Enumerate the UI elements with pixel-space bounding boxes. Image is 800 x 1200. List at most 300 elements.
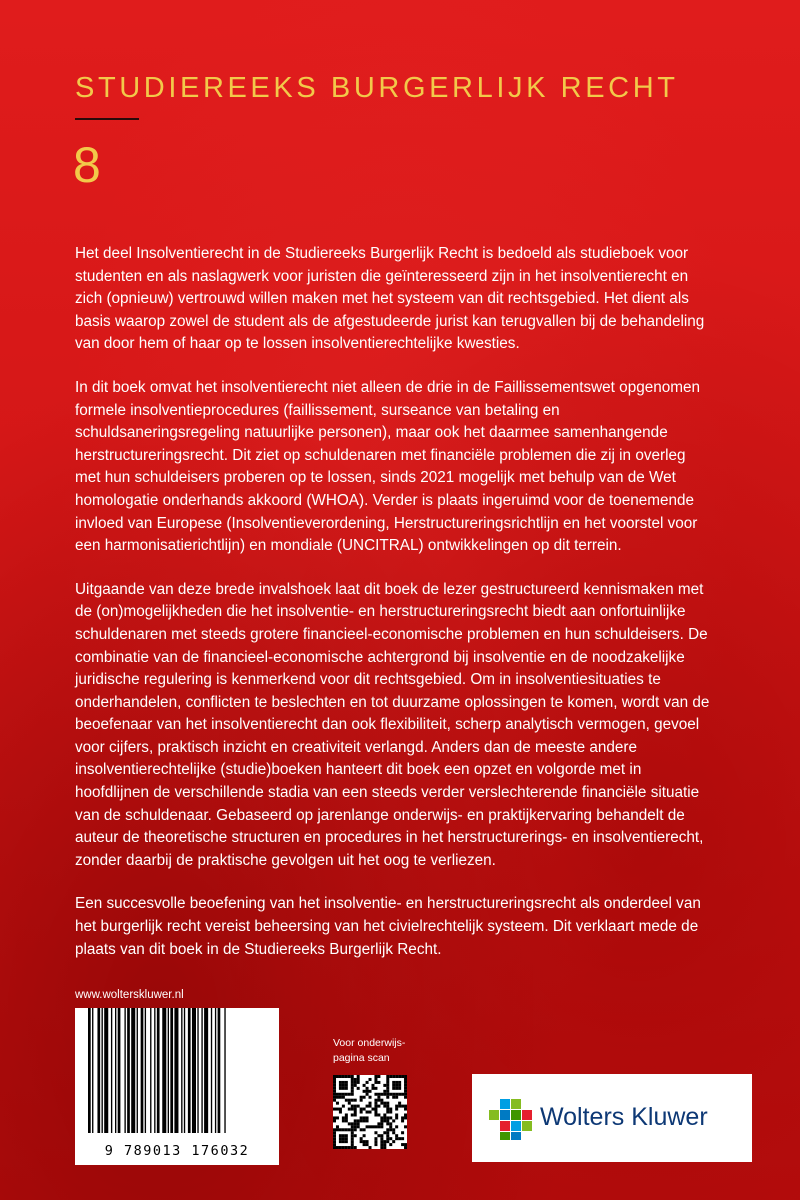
qr-module — [377, 1134, 380, 1137]
qr-module — [363, 1084, 366, 1087]
qr-module — [371, 1108, 374, 1111]
qr-module — [386, 1134, 389, 1137]
qr-module — [333, 1116, 336, 1119]
qr-module — [369, 1096, 372, 1099]
qr-module — [386, 1111, 389, 1114]
barcode-bar — [137, 1008, 138, 1133]
qr-module — [380, 1116, 383, 1119]
barcode-bar — [181, 1008, 182, 1133]
qr-module — [342, 1081, 345, 1084]
qr-module — [333, 1090, 336, 1093]
qr-module — [374, 1102, 377, 1105]
qr-module — [366, 1081, 369, 1084]
qr-module — [380, 1119, 383, 1122]
qr-module — [333, 1096, 336, 1099]
barcode-bar — [92, 1008, 93, 1133]
qr-module — [369, 1078, 372, 1081]
blurb-paragraph-4: Een succesvolle beoefening van het insolventie- en herstructureringsrecht als onderdeel van het burgerlijk recht vereist beheersing van het civielrechtelijk systeem. Dit verklaart mede de plaats van dit boek in de Studiereeks Burgerlijk Recht. — [75, 895, 701, 958]
qr-module — [404, 1093, 407, 1096]
scan-label — [333, 1036, 443, 1066]
barcode-bar — [188, 1008, 191, 1133]
publisher-logo — [472, 1074, 752, 1162]
qr-module — [351, 1113, 354, 1116]
qr-module — [392, 1119, 395, 1122]
qr-module — [383, 1090, 386, 1093]
barcode-bar — [170, 1008, 173, 1133]
qr-module — [345, 1146, 348, 1149]
qr-module — [389, 1125, 392, 1128]
qr-module — [351, 1108, 354, 1111]
barcode-bar — [174, 1008, 178, 1133]
qr-module — [363, 1119, 366, 1122]
qr-module — [377, 1081, 380, 1084]
qr-module — [377, 1099, 380, 1102]
qr-module — [383, 1105, 386, 1108]
blurb-paragraph-3: Uitgaande van deze brede invalshoek laat dit boek de lezer gestructureerd kennismaken met de (on)mogelijkheden die het insolventie- en herstructureringsrecht biedt aan onfortuinlijke schuldenaren met steeds grotere financieel-economische problemen en hun schuldeisers. De combinatie van de financieel-economische achtergrond bij insolventie en de noodzakelijke juridische regulering is kenmerkend voor dit rechtsgebied. Om in insolventiesituaties te onderhandelen, conflicten te beslechten en tot duurzame oplossingen te komen, wordt van de beoefenaar van het insolventierecht dan ook flexibiliteit, scherp analytisch vermogen, gevoel voor cijfers, praktisch inzicht en creativiteit verlangd. Anders dan de meeste andere insolventierechtelijke (studie)boeken hanteert dit boek een opzet en volgorde met in hoofdlijnen de verschillende stadia van een steeds verder verslechterende financiële situatie van de schuldenaar. Gebaseerd op jarenlange onderwijs- en praktijkervaring behandelt de auteur de theoretische structuren en procedures in het herstructurerings- en insolventierecht, zonder daarbij de praktische gevolgen uit het oog te verliezen. — [75, 580, 710, 869]
qr-module — [389, 1075, 392, 1078]
qr-module — [392, 1128, 395, 1131]
qr-module — [339, 1146, 342, 1149]
qr-module — [354, 1122, 357, 1125]
barcode-bar — [211, 1008, 212, 1133]
qr-module — [342, 1116, 345, 1119]
qr-module — [404, 1075, 407, 1078]
blurb-paragraph-2: In dit boek omvat het insolventierecht niet alleen de drie in de Faillissementswet opgenomen formele insolventieprocedures (faillissement, surseance van betaling en schuldsaneringsregeling natuurlijke personen), maar ook het daarmee samenhangende herstructureringsrecht. Dit ziet op schuldenaren met financiële problemen die zij in overleg met hun schuldeisers proberen op te lossen, sinds 2021 mogelijk met behulp van de Wet homologatie onderhands akkoord (WHOA). Verder is plaats ingeruimd voor de toenemende invloed van Europese (Insolventieverordening, Herstructureringsrichtlijn en het voorstel voor een harmonisatierichtlijn) en mondiale (UNCITRAL) ontwikkelingen op dit terrein. — [75, 378, 700, 555]
qr-module — [351, 1143, 354, 1146]
qr-module — [336, 1096, 339, 1099]
qr-module — [345, 1128, 348, 1131]
qr-module — [336, 1125, 339, 1128]
qr-module — [333, 1131, 336, 1134]
barcode-bar — [88, 1008, 91, 1133]
qr-module — [363, 1108, 366, 1111]
qr-module — [395, 1093, 398, 1096]
qr-module — [342, 1093, 345, 1096]
qr-module — [398, 1075, 401, 1078]
qr-module — [395, 1087, 398, 1090]
qr-module — [360, 1140, 363, 1143]
barcode-bar — [201, 1008, 202, 1133]
qr-module — [360, 1111, 363, 1114]
barcode-bar — [184, 1008, 185, 1133]
qr-module — [380, 1134, 383, 1137]
qr-module — [351, 1099, 354, 1102]
qr-module — [342, 1084, 345, 1087]
barcode-bar — [215, 1008, 216, 1133]
qr-module — [380, 1146, 383, 1149]
qr-module — [363, 1134, 366, 1137]
qr-module — [401, 1119, 404, 1122]
qr-module — [401, 1116, 404, 1119]
qr-module — [351, 1134, 354, 1137]
qr-module — [401, 1131, 404, 1134]
qr-module — [380, 1102, 383, 1105]
qr-module — [357, 1125, 360, 1128]
qr-module — [386, 1116, 389, 1119]
qr-module — [386, 1137, 389, 1140]
qr-module — [401, 1143, 404, 1146]
qr-module — [395, 1081, 398, 1084]
series-title: STUDIEREEKS BURGERLIJK RECHT — [75, 72, 679, 104]
qr-module — [404, 1108, 407, 1111]
qr-module — [386, 1131, 389, 1134]
barcode-bar — [127, 1008, 130, 1133]
qr-module — [377, 1075, 380, 1078]
qr-module — [333, 1146, 336, 1149]
qr-module — [383, 1140, 386, 1143]
qr-module — [357, 1119, 360, 1122]
qr-module — [369, 1090, 372, 1093]
blurb-paragraph-1: Het deel Insolventierecht in de Studiereeks Burgerlijk Recht is bedoeld als studieboek voor studenten en als naslagwerk voor juristen die geïnteresseerd zijn in het insolventierecht en zich (opnieuw) vertrouwd willen maken met het systeem van dit rechtsgebied. Het dient als basis waarop zowel de student als de afgestudeerde jurist kan terugvallen bij de behandeling van door hem of haar op te lossen insolventierechtelijke kwesties. — [75, 245, 705, 353]
qr-module — [401, 1105, 404, 1108]
qr-module — [377, 1125, 380, 1128]
qr-module — [333, 1075, 336, 1078]
qr-module — [339, 1075, 342, 1078]
qr-module — [339, 1108, 342, 1111]
qr-module — [369, 1105, 372, 1108]
qr-module — [345, 1084, 348, 1087]
qr-module — [345, 1140, 348, 1143]
qr-module — [360, 1116, 363, 1119]
qr-module — [392, 1081, 395, 1084]
qr-module — [404, 1146, 407, 1149]
qr-module — [351, 1075, 354, 1078]
qr-module — [398, 1081, 401, 1084]
qr-module — [333, 1099, 336, 1102]
qr-module — [371, 1084, 374, 1087]
qr-module — [392, 1096, 395, 1099]
qr-module — [357, 1105, 360, 1108]
qr-module — [351, 1140, 354, 1143]
qr-module — [354, 1099, 357, 1102]
qr-module — [386, 1140, 389, 1143]
qr-module — [342, 1087, 345, 1090]
qr-module — [371, 1087, 374, 1090]
qr-module — [380, 1125, 383, 1128]
qr-module — [339, 1134, 342, 1137]
qr-module — [392, 1084, 395, 1087]
qr-module — [383, 1084, 386, 1087]
qr-module — [360, 1137, 363, 1140]
qr-module — [345, 1099, 348, 1102]
qr-module — [395, 1108, 398, 1111]
barcode-bar — [141, 1008, 144, 1133]
qr-module — [348, 1146, 351, 1149]
qr-module — [348, 1128, 351, 1131]
qr-module — [383, 1146, 386, 1149]
qr-module — [333, 1108, 336, 1111]
qr-module — [404, 1078, 407, 1081]
qr-module — [351, 1128, 354, 1131]
barcode-bar — [131, 1008, 135, 1133]
qr-module — [345, 1093, 348, 1096]
qr-module — [336, 1093, 339, 1096]
qr-module — [336, 1146, 339, 1149]
qr-module — [366, 1111, 369, 1114]
qr-module — [395, 1084, 398, 1087]
qr-module — [333, 1143, 336, 1146]
qr-module — [386, 1122, 389, 1125]
qr-module — [386, 1078, 389, 1081]
qr-module — [374, 1087, 377, 1090]
qr-module — [333, 1087, 336, 1090]
qr-module — [386, 1087, 389, 1090]
barcode-bar — [150, 1008, 151, 1133]
qr-module — [351, 1090, 354, 1093]
qr-module — [401, 1137, 404, 1140]
qr-module — [342, 1146, 345, 1149]
qr-module — [354, 1125, 357, 1128]
qr-module — [339, 1111, 342, 1114]
qr-module — [339, 1096, 342, 1099]
qr-module — [363, 1128, 366, 1131]
barcode-bar — [102, 1008, 103, 1133]
qr-module — [383, 1143, 386, 1146]
qr-module — [386, 1081, 389, 1084]
qr-module — [395, 1105, 398, 1108]
qr-module — [383, 1102, 386, 1105]
qr-module — [342, 1140, 345, 1143]
qr-module — [395, 1137, 398, 1140]
qr-module — [386, 1090, 389, 1093]
qr-module — [386, 1108, 389, 1111]
qr-module — [401, 1075, 404, 1078]
volume-number: 8 — [73, 137, 101, 193]
qr-module — [336, 1128, 339, 1131]
barcode-bar — [118, 1008, 121, 1133]
qr-module — [389, 1143, 392, 1146]
scan-label-line-2: pagina scan — [333, 1052, 390, 1064]
qr-module — [374, 1093, 377, 1096]
barcode-bar — [97, 1008, 100, 1133]
qr-module — [374, 1111, 377, 1114]
qr-module — [383, 1131, 386, 1134]
qr-module — [336, 1075, 339, 1078]
barcode-bar — [145, 1008, 146, 1133]
qr-module — [354, 1119, 357, 1122]
qr-module — [404, 1081, 407, 1084]
qr-module — [348, 1093, 351, 1096]
qr-module — [351, 1093, 354, 1096]
qr-module — [392, 1140, 395, 1143]
barcode-bar — [157, 1008, 160, 1133]
qr-module — [398, 1093, 401, 1096]
qr-module — [369, 1146, 372, 1149]
qr-module — [383, 1093, 386, 1096]
qr-module — [339, 1137, 342, 1140]
barcode-bar — [168, 1008, 169, 1133]
qr-module — [389, 1128, 392, 1131]
qr-module — [392, 1087, 395, 1090]
qr-module — [389, 1116, 392, 1119]
qr-module — [360, 1099, 363, 1102]
qr-module — [386, 1102, 389, 1105]
qr-module — [398, 1084, 401, 1087]
qr-module — [404, 1087, 407, 1090]
qr-module — [404, 1096, 407, 1099]
qr-module — [395, 1096, 398, 1099]
qr-module — [336, 1102, 339, 1105]
qr-module — [351, 1087, 354, 1090]
qr-module — [342, 1096, 345, 1099]
qr-module — [357, 1122, 360, 1125]
qr-module — [345, 1137, 348, 1140]
qr-module — [336, 1116, 339, 1119]
qr-module — [342, 1119, 345, 1122]
blurb-text — [75, 243, 715, 982]
qr-module — [348, 1122, 351, 1125]
qr-module — [366, 1119, 369, 1122]
barcode-bar — [218, 1008, 221, 1133]
qr-module — [333, 1128, 336, 1131]
qr-module — [333, 1078, 336, 1081]
qr-module — [333, 1084, 336, 1087]
qr-module — [380, 1093, 383, 1096]
qr-module — [386, 1096, 389, 1099]
qr-module — [383, 1113, 386, 1116]
qr-module — [377, 1122, 380, 1125]
qr-module — [339, 1140, 342, 1143]
barcode-bar — [204, 1008, 208, 1133]
qr-module — [366, 1125, 369, 1128]
qr-module — [383, 1116, 386, 1119]
qr-module — [380, 1143, 383, 1146]
qr-module — [333, 1081, 336, 1084]
qr-module — [366, 1105, 369, 1108]
qr-code[interactable] — [333, 1075, 407, 1149]
qr-module — [345, 1075, 348, 1078]
barcode-bars — [86, 1008, 268, 1133]
qr-module — [339, 1084, 342, 1087]
qr-module — [366, 1116, 369, 1119]
qr-module — [380, 1122, 383, 1125]
qr-module — [377, 1105, 380, 1108]
qr-module — [354, 1113, 357, 1116]
qr-module — [398, 1102, 401, 1105]
qr-module — [342, 1105, 345, 1108]
qr-module — [366, 1140, 369, 1143]
qr-module — [354, 1084, 357, 1087]
qr-module — [369, 1102, 372, 1105]
qr-module — [377, 1093, 380, 1096]
qr-module — [354, 1146, 357, 1149]
qr-module — [354, 1078, 357, 1081]
qr-module — [404, 1116, 407, 1119]
qr-module — [374, 1143, 377, 1146]
qr-module — [363, 1143, 366, 1146]
qr-module — [345, 1134, 348, 1137]
qr-module — [374, 1105, 377, 1108]
qr-module — [386, 1075, 389, 1078]
qr-module — [404, 1143, 407, 1146]
qr-module — [342, 1137, 345, 1140]
qr-module — [404, 1113, 407, 1116]
qr-module — [351, 1137, 354, 1140]
qr-module — [395, 1116, 398, 1119]
publisher-website[interactable]: www.wolterskluwer.nl — [75, 989, 184, 1001]
qr-module — [354, 1105, 357, 1108]
qr-module — [374, 1131, 377, 1134]
qr-module — [357, 1081, 360, 1084]
qr-module — [386, 1119, 389, 1122]
qr-module — [333, 1119, 336, 1122]
qr-module — [354, 1128, 357, 1131]
barcode-bar — [124, 1008, 125, 1133]
qr-module — [333, 1134, 336, 1137]
qr-module — [386, 1105, 389, 1108]
qr-module — [374, 1113, 377, 1116]
qr-module — [404, 1105, 407, 1108]
qr-module — [371, 1125, 374, 1128]
qr-module — [363, 1116, 366, 1119]
barcode-bar — [111, 1008, 112, 1133]
qr-module — [374, 1137, 377, 1140]
qr-module — [395, 1075, 398, 1078]
qr-module — [336, 1108, 339, 1111]
qr-module — [348, 1099, 351, 1102]
qr-module — [389, 1093, 392, 1096]
qr-module — [398, 1087, 401, 1090]
qr-module — [386, 1084, 389, 1087]
qr-module — [342, 1134, 345, 1137]
qr-module — [374, 1081, 377, 1084]
qr-module — [354, 1111, 357, 1114]
qr-module — [348, 1102, 351, 1105]
qr-module — [374, 1108, 377, 1111]
qr-module — [354, 1081, 357, 1084]
barcode-number: 9 789013 176032 — [104, 1143, 250, 1159]
qr-module — [374, 1075, 377, 1078]
qr-module — [369, 1111, 372, 1114]
barcode-bar — [104, 1008, 108, 1133]
qr-module — [351, 1078, 354, 1081]
qr-module — [354, 1134, 357, 1137]
qr-module — [383, 1119, 386, 1122]
qr-module — [404, 1090, 407, 1093]
qr-module — [363, 1096, 366, 1099]
qr-module — [363, 1090, 366, 1093]
qr-module — [351, 1125, 354, 1128]
qr-module — [392, 1075, 395, 1078]
qr-module — [386, 1128, 389, 1131]
qr-module — [404, 1125, 407, 1128]
qr-module — [395, 1125, 398, 1128]
qr-module — [348, 1108, 351, 1111]
qr-module — [345, 1087, 348, 1090]
qr-module — [392, 1093, 395, 1096]
qr-module — [389, 1122, 392, 1125]
qr-module — [380, 1137, 383, 1140]
qr-module — [374, 1099, 377, 1102]
qr-module — [351, 1131, 354, 1134]
barcode-bar — [115, 1008, 116, 1133]
qr-module — [345, 1081, 348, 1084]
qr-module — [333, 1140, 336, 1143]
qr-module — [339, 1093, 342, 1096]
barcode-bar — [192, 1008, 196, 1133]
title-divider — [75, 118, 139, 120]
qr-module — [342, 1128, 345, 1131]
qr-module — [366, 1087, 369, 1090]
qr-module — [374, 1140, 377, 1143]
qr-module — [339, 1081, 342, 1084]
barcode-bar — [154, 1008, 155, 1133]
qr-module — [398, 1137, 401, 1140]
qr-module — [366, 1090, 369, 1093]
qr-module — [342, 1075, 345, 1078]
barcode-bar — [224, 1008, 225, 1133]
qr-module — [366, 1143, 369, 1146]
